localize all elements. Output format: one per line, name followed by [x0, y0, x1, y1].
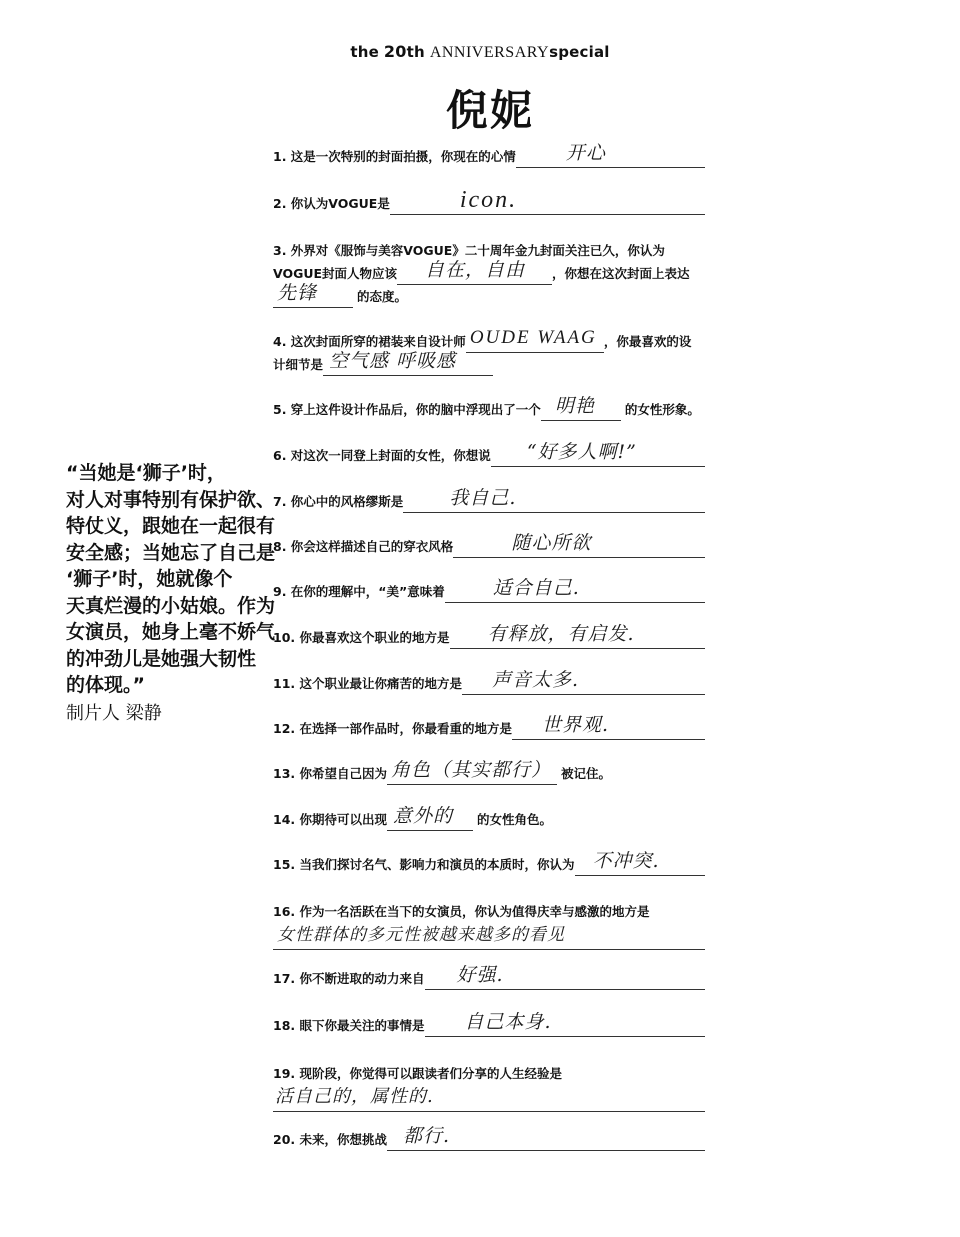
question-8: [273, 532, 705, 558]
question-5: [273, 395, 705, 421]
question-prompt: 20. 未来，你想挑战: [273, 1132, 387, 1147]
masthead-the: the: [350, 43, 379, 61]
handwritten-answer: 空气感 呼吸感: [329, 350, 457, 372]
answer-field: [403, 487, 705, 513]
answer-field: [273, 282, 353, 308]
quote-line: 的冲劲儿是她强大韧性: [66, 647, 257, 670]
answer-field: [445, 577, 705, 603]
quote-line: 的体现。”: [66, 674, 145, 696]
answer-field: [387, 1125, 705, 1151]
question-18: [273, 1011, 705, 1037]
question-prompt: 19. 现阶段，你觉得可以跟读者们分享的人生经验是: [273, 1066, 562, 1081]
answer-field: [425, 964, 706, 990]
question-prompt: 5. 穿上这件设计作品后，你的脑中浮现出了一个: [273, 402, 541, 417]
handwritten-answer: 适合自己.: [492, 577, 580, 599]
answer-field: [387, 759, 557, 785]
handwritten-answer: 我自己.: [449, 487, 517, 509]
handwritten-answer: 都行.: [403, 1125, 451, 1147]
handwritten-answer: OUDE WAAG: [469, 327, 597, 348]
question-2: [273, 187, 705, 215]
handwritten-answer: 角色（其实都行）: [391, 759, 552, 781]
question-prompt: ，你想在这次封面上表达: [552, 266, 690, 281]
question-prompt: 的女性形象。: [624, 402, 700, 417]
question-10: [273, 623, 705, 649]
question-3: [273, 239, 705, 308]
handwritten-answer: 随心所欲: [511, 532, 592, 554]
masthead-special: special: [549, 43, 610, 61]
question-prompt: 6. 对这次一同登上封面的女性，你想说: [273, 448, 491, 463]
masthead-th: th: [406, 43, 425, 61]
handwritten-answer: 好强.: [456, 964, 504, 986]
question-12: [273, 714, 705, 740]
question-prompt: 14. 你期待可以出现: [273, 812, 387, 827]
question-16: [273, 900, 705, 950]
handwritten-answer: “好多人啊!”: [526, 441, 637, 463]
question-prompt: 1. 这是一次特别的封面拍摄，你现在的心情: [273, 149, 516, 164]
answer-field: [390, 187, 705, 215]
pull-quote: [66, 460, 276, 727]
quote-line: 安全感；当她忘了自己是: [66, 541, 276, 564]
answer-field: [466, 327, 604, 353]
handwritten-answer: 自在，自由: [425, 259, 526, 281]
answer-field: [516, 142, 705, 168]
answer-field: [453, 532, 705, 558]
quote-line: ‘狮子’时，她就像个: [66, 568, 233, 590]
quote-line: 对人对事特别有保护欲、: [66, 488, 276, 511]
question-prompt: 9. 在你的理解中，“美”意味着: [273, 584, 445, 599]
quote-line: 特仗义，跟她在一起很有: [66, 515, 276, 537]
answer-field: [273, 923, 705, 950]
question-prompt: 2. 你认为VOGUE是: [273, 196, 390, 211]
question-20: [273, 1125, 705, 1151]
question-19: [273, 1062, 705, 1112]
handwritten-answer: 女性群体的多元性被越来越多的看见: [277, 925, 565, 945]
answer-field: [450, 623, 706, 649]
handwritten-answer: 声音太多.: [492, 669, 580, 691]
answer-field: [425, 1011, 706, 1037]
question-14: [273, 805, 705, 831]
handwritten-answer: 自己本身.: [464, 1011, 552, 1033]
page-title: 倪妮: [445, 86, 534, 135]
question-prompt: 7. 你心中的风格缪斯是: [273, 494, 404, 509]
question-13: [273, 759, 705, 785]
question-prompt: 17. 你不断进取的动力来自: [273, 971, 425, 986]
question-prompt: 4. 这次封面所穿的裙装来自设计师: [273, 334, 466, 349]
question-1: [273, 142, 705, 168]
answer-field: [397, 259, 552, 285]
handwritten-answer: 活自己的，属性的.: [275, 1086, 434, 1107]
question-prompt: 11. 这个职业最让你痛苦的地方是: [273, 676, 462, 691]
quote-line: 天真烂漫的小姑娘。作为: [66, 594, 276, 617]
handwritten-answer: 不冲突.: [592, 850, 660, 872]
question-17: [273, 964, 705, 990]
answer-field: [273, 1085, 705, 1112]
handwritten-answer: 世界观.: [542, 714, 610, 736]
handwritten-answer: 有释放，有启发.: [487, 623, 635, 645]
question-9: [273, 577, 705, 603]
quote-line: “当她是‘狮子’时，: [66, 462, 226, 484]
quote-line: 女演员，她身上毫不娇气: [66, 621, 276, 643]
masthead-number: 20: [383, 42, 407, 61]
answer-field: [491, 441, 705, 467]
question-4: [273, 327, 705, 376]
question-prompt: 8. 你会这样描述自己的穿衣风格: [273, 539, 454, 554]
question-prompt: 16. 作为一名活跃在当下的女演员，你认为值得庆幸与感激的地方是: [273, 904, 650, 919]
question-prompt: 计细节是: [273, 357, 324, 372]
masthead-anniversary: ANNIVERSARY: [429, 44, 550, 61]
answer-field: [512, 714, 705, 740]
handwritten-answer: 先锋: [277, 282, 318, 304]
question-prompt: 18. 眼下你最关注的事情是: [273, 1018, 425, 1033]
handwritten-answer: icon.: [459, 187, 518, 213]
handwritten-answer: 明艳: [554, 395, 595, 417]
question-prompt: VOGUE封面人物应该: [273, 266, 398, 281]
question-prompt: 13. 你希望自己因为: [273, 766, 387, 781]
quote-attribution: 制片人 梁静: [66, 702, 162, 724]
masthead: [0, 42, 960, 62]
answer-field: [462, 669, 705, 695]
question-prompt: 的女性角色。: [477, 812, 553, 827]
question-prompt: 15. 当我们探讨名气、影响力和演员的本质时，你认为: [273, 857, 575, 872]
answer-field: [541, 395, 621, 421]
question-7: [273, 487, 705, 513]
question-6: [273, 441, 705, 467]
answer-field: [387, 805, 473, 831]
handwritten-answer: 开心: [565, 142, 606, 164]
handwritten-answer: 意外的: [393, 805, 454, 827]
question-11: [273, 669, 705, 695]
question-15: [273, 850, 705, 876]
question-prompt: 10. 你最喜欢这个职业的地方是: [273, 630, 450, 645]
question-prompt: ，你最喜欢的设: [603, 334, 692, 349]
question-prompt: 3. 外界对《服饰与美容VOGUE》二十周年金九封面关注已久，你认为: [273, 243, 665, 258]
answer-field: [323, 350, 493, 376]
question-prompt: 的态度。: [357, 289, 408, 304]
question-prompt: 被记住。: [561, 766, 612, 781]
answer-field: [575, 850, 706, 876]
question-prompt: 12. 在选择一部作品时，你最看重的地方是: [273, 721, 512, 736]
